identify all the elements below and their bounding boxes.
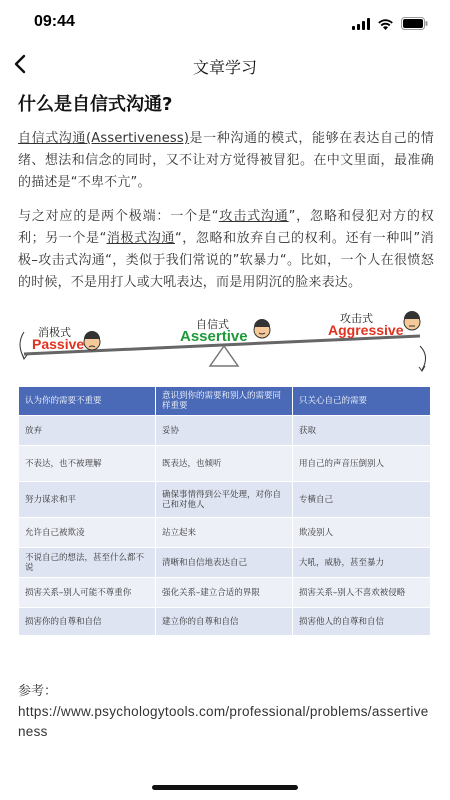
paragraph-definition bbox=[18, 128, 434, 194]
references-section bbox=[18, 682, 434, 742]
assertive-label-cn: 自信式 bbox=[196, 318, 229, 331]
table-header-aggressive: 只关心自己的需要 bbox=[293, 387, 431, 416]
table-cell: 获取 bbox=[293, 416, 431, 446]
term-passive-link[interactable]: 消极式沟通 bbox=[106, 231, 175, 246]
paragraph-extremes-text-2: ”，忽略和侵犯对方的权利；另一个是“ bbox=[18, 209, 434, 246]
table-cell: 允许自己被欺凌 bbox=[19, 518, 156, 548]
table-row bbox=[19, 416, 431, 446]
table-cell: 强化关系–建立合适的界限 bbox=[156, 578, 293, 608]
communication-comparison-table bbox=[18, 386, 431, 636]
table-cell: 专横自己 bbox=[293, 482, 431, 518]
reference-link[interactable]: https://www.psychologytools.com/professional/problems/assertiveness bbox=[18, 704, 429, 739]
table-cell: 损害关系–别人不喜欢被侵略 bbox=[293, 578, 431, 608]
table-cell: 既表达，也倾听 bbox=[156, 446, 293, 482]
table-header-passive: 认为你的需要不重要 bbox=[19, 387, 156, 416]
table-row bbox=[19, 578, 431, 608]
communication-scale-illustration bbox=[18, 310, 432, 378]
table-row bbox=[19, 608, 431, 636]
home-indicator[interactable] bbox=[152, 785, 298, 790]
table-cell: 损害关系–别人可能不尊重你 bbox=[19, 578, 156, 608]
table-cell: 不说自己的想法，甚至什么都不说 bbox=[19, 548, 156, 578]
nav-title: 文章学习 bbox=[192, 58, 257, 77]
table-header-assertive: 意识到你的需要和别人的需要同样重要 bbox=[156, 387, 293, 416]
scale-fulcrum bbox=[210, 346, 238, 366]
table-cell: 损害他人的自尊和自信 bbox=[293, 608, 431, 636]
table-cell: 用自己的声音压倒别人 bbox=[293, 446, 431, 482]
term-aggressive-link[interactable]: 攻击式沟通 bbox=[218, 209, 289, 224]
references-label: 参考： bbox=[18, 684, 58, 699]
battery-icon bbox=[401, 15, 428, 34]
table-cell: 妥协 bbox=[156, 416, 293, 446]
table-cell: 不表达，也不被理解 bbox=[19, 446, 156, 482]
table-header-row bbox=[19, 387, 431, 416]
paragraph-extremes bbox=[18, 206, 434, 294]
assertive-face-icon bbox=[254, 319, 270, 338]
table-cell: 欺凌别人 bbox=[293, 518, 431, 548]
paragraph-definition-text: 是一种沟通的模式，能够在表达自己的情绪、想法和信念的同时，又不让对方觉得被冒犯。在中文里面，最准确的描述是“不卑不亢”。 bbox=[18, 131, 435, 190]
article-title: 什么是自信式沟通? bbox=[18, 94, 173, 115]
table-cell: 确保事情得到公平处理，对你自己和对他人 bbox=[156, 482, 293, 518]
paragraph-extremes-text-3: “，忽略和放弃自己的权利。还有一种叫”消极–攻击式沟通“，类似于我们常说的”软暴力“。比如，一个人在很愤怒的时候，不是用打人或大吼表达，而是用阴沉的脸来表达。 bbox=[18, 231, 434, 290]
table-row bbox=[19, 446, 431, 482]
aggressive-face-icon bbox=[404, 311, 420, 330]
table-cell: 努力谋求和平 bbox=[19, 482, 156, 518]
table-cell: 放弃 bbox=[19, 416, 156, 446]
assertive-label-en: Assertive bbox=[180, 328, 248, 345]
status-icons bbox=[352, 15, 428, 34]
table-row bbox=[19, 482, 431, 518]
table-cell: 清晰和自信地表达自己 bbox=[156, 548, 293, 578]
table-cell: 建立你的自尊和自信 bbox=[156, 608, 293, 636]
article-content bbox=[18, 92, 434, 294]
table-row bbox=[19, 518, 431, 548]
aggressive-label-cn: 攻击式 bbox=[340, 312, 373, 325]
status-bar bbox=[0, 0, 450, 44]
passive-label-cn: 消极式 bbox=[38, 326, 71, 339]
table-cell: 大吼，威胁，甚至暴力 bbox=[293, 548, 431, 578]
aggressive-label-en: Aggressive bbox=[328, 322, 404, 338]
nav-bar bbox=[0, 46, 450, 86]
table-row bbox=[19, 548, 431, 578]
table-cell: 站立起来 bbox=[156, 518, 293, 548]
passive-face-icon bbox=[84, 331, 100, 350]
status-time: 09:44 bbox=[34, 13, 75, 30]
paragraph-extremes-text-1: 与之对应的是两个极端：一个是“ bbox=[18, 209, 219, 224]
table-cell: 损害你的自尊和自信 bbox=[19, 608, 156, 636]
passive-label-en: Passive bbox=[32, 336, 85, 352]
cellular-signal-icon bbox=[352, 15, 370, 34]
wifi-icon bbox=[377, 15, 394, 34]
term-assertiveness-link[interactable]: 自信式沟通(Assertiveness) bbox=[18, 131, 190, 146]
